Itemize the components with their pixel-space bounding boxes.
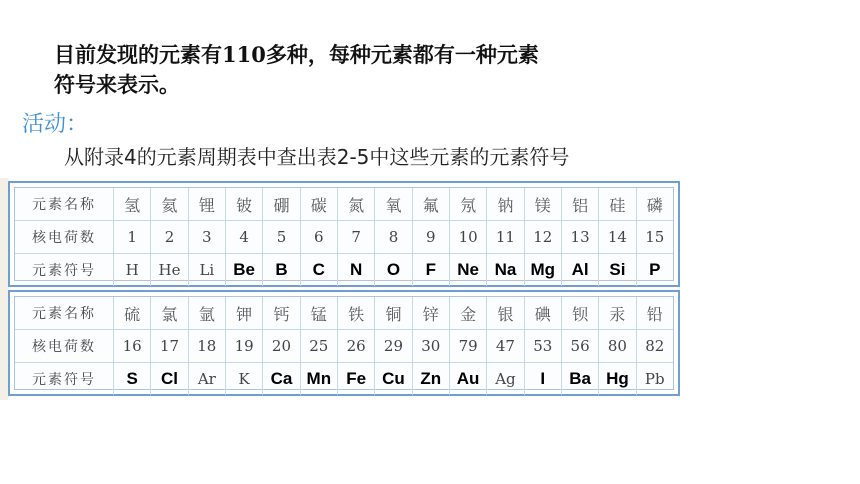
atomic-number-cell: 10 bbox=[450, 221, 487, 253]
element-name-cell: 钠 bbox=[487, 188, 524, 220]
atomic-number-cell: 15 bbox=[645, 228, 665, 246]
element-symbol-cell: Ba bbox=[562, 363, 599, 395]
element-symbol-cell: S bbox=[114, 363, 151, 395]
atomic-number-row bbox=[15, 330, 673, 363]
atomic-number-cell: 18 bbox=[189, 330, 226, 362]
atomic-number-cell: 2 bbox=[151, 221, 188, 253]
element-symbol-cell: Ag bbox=[487, 363, 524, 395]
element-table-1 bbox=[8, 181, 680, 287]
atomic-number-cell: 7 bbox=[338, 221, 375, 253]
atomic-number-cell: 80 bbox=[599, 330, 636, 362]
atomic-number-cell: 4 bbox=[226, 221, 263, 253]
element-name-cell: 铜 bbox=[375, 297, 412, 329]
element-name-cell: 硅 bbox=[599, 188, 636, 220]
element-name-cell: 银 bbox=[487, 297, 524, 329]
intro-line-1: 目前发现的元素有110多种，每种元素都有一种元素 bbox=[54, 42, 539, 67]
element-symbol-cell: C bbox=[301, 254, 338, 286]
element-table-2 bbox=[8, 290, 680, 396]
element-name-cell: 氦 bbox=[151, 188, 188, 220]
element-symbol-cell: B bbox=[263, 254, 300, 286]
element-name-cell: 铍 bbox=[226, 188, 263, 220]
row-label: 元素符号 bbox=[15, 363, 114, 395]
element-name-cell: 氢 bbox=[114, 188, 151, 220]
element-symbol-cell: Na bbox=[487, 254, 524, 286]
atomic-number-cell: 19 bbox=[226, 330, 263, 362]
row-label: 元素名称 bbox=[15, 188, 114, 220]
element-name-cell: 铝 bbox=[562, 188, 599, 220]
row-label: 核电荷数 bbox=[15, 330, 114, 362]
atomic-number-cell: 26 bbox=[338, 330, 375, 362]
row-label: 元素符号 bbox=[15, 254, 114, 286]
atomic-number-cell: 12 bbox=[525, 221, 562, 253]
element-name-cell: 氖 bbox=[450, 188, 487, 220]
intro-line-2: 符号来表示。 bbox=[54, 72, 180, 97]
element-name-cell: 金 bbox=[450, 297, 487, 329]
element-name-cell: 磷 bbox=[646, 195, 663, 215]
element-name-row bbox=[15, 297, 673, 330]
atomic-number-cell: 17 bbox=[151, 330, 188, 362]
atomic-number-cell: 53 bbox=[525, 330, 562, 362]
element-symbol-cell: Al bbox=[562, 254, 599, 286]
element-symbol-cell: H bbox=[114, 254, 151, 286]
element-symbol-cell: Pb bbox=[644, 370, 665, 388]
element-name-cell: 钾 bbox=[226, 297, 263, 329]
row-label: 核电荷数 bbox=[15, 221, 114, 253]
element-symbol-cell: Cl bbox=[151, 363, 188, 395]
element-name-cell: 锌 bbox=[413, 297, 450, 329]
element-name-cell: 碳 bbox=[301, 188, 338, 220]
element-symbol-cell: K bbox=[226, 363, 263, 395]
atomic-number-cell: 11 bbox=[487, 221, 524, 253]
element-name-cell: 钡 bbox=[562, 297, 599, 329]
atomic-number-row bbox=[15, 221, 673, 254]
atomic-number-cell: 6 bbox=[301, 221, 338, 253]
activity-instruction: 从附录4的元素周期表中查出表2-5中这些元素的元素符号 bbox=[64, 145, 570, 169]
element-name-row bbox=[15, 188, 673, 221]
element-name-cell: 铁 bbox=[338, 297, 375, 329]
element-name-cell: 碘 bbox=[525, 297, 562, 329]
activity-title: 活动： bbox=[22, 112, 89, 137]
decorative-strip bbox=[0, 178, 8, 400]
element-symbol-cell: Cu bbox=[375, 363, 412, 395]
element-symbol-cell: O bbox=[375, 254, 412, 286]
element-symbol-cell: Ar bbox=[189, 363, 226, 395]
element-symbol-row bbox=[15, 254, 673, 286]
element-name-cell: 钙 bbox=[263, 297, 300, 329]
element-symbol-cell: P bbox=[649, 260, 661, 279]
element-symbol-cell: Hg bbox=[599, 363, 636, 395]
element-name-cell: 氧 bbox=[375, 188, 412, 220]
element-name-cell: 锂 bbox=[189, 188, 226, 220]
element-symbol-cell: I bbox=[525, 363, 562, 395]
element-symbol-cell: Zn bbox=[413, 363, 450, 395]
element-symbol-cell: Mg bbox=[525, 254, 562, 286]
intro-text bbox=[54, 40, 654, 100]
element-name-cell: 镁 bbox=[525, 188, 562, 220]
element-symbol-cell: Li bbox=[189, 254, 226, 286]
element-symbol-cell: Ne bbox=[450, 254, 487, 286]
atomic-number-cell: 56 bbox=[562, 330, 599, 362]
element-symbol-cell: Ca bbox=[263, 363, 300, 395]
atomic-number-cell: 14 bbox=[599, 221, 636, 253]
element-name-cell: 氟 bbox=[413, 188, 450, 220]
element-symbol-cell: Be bbox=[226, 254, 263, 286]
atomic-number-cell: 9 bbox=[413, 221, 450, 253]
element-name-cell: 硼 bbox=[263, 188, 300, 220]
element-symbol-row bbox=[15, 363, 673, 395]
atomic-number-cell: 82 bbox=[645, 337, 665, 355]
element-symbol-cell: He bbox=[151, 254, 188, 286]
element-symbol-cell: Fe bbox=[338, 363, 375, 395]
element-symbol-cell: Si bbox=[599, 254, 636, 286]
atomic-number-cell: 5 bbox=[263, 221, 300, 253]
element-name-cell: 氯 bbox=[151, 297, 188, 329]
element-symbol-cell: Au bbox=[450, 363, 487, 395]
atomic-number-cell: 47 bbox=[487, 330, 524, 362]
element-name-cell: 氮 bbox=[338, 188, 375, 220]
element-name-cell: 锰 bbox=[301, 297, 338, 329]
atomic-number-cell: 29 bbox=[375, 330, 412, 362]
atomic-number-cell: 25 bbox=[301, 330, 338, 362]
element-name-cell: 氩 bbox=[189, 297, 226, 329]
atomic-number-cell: 8 bbox=[375, 221, 412, 253]
element-symbol-cell: F bbox=[413, 254, 450, 286]
atomic-number-cell: 79 bbox=[450, 330, 487, 362]
atomic-number-cell: 1 bbox=[114, 221, 151, 253]
atomic-number-cell: 13 bbox=[562, 221, 599, 253]
element-name-cell: 硫 bbox=[114, 297, 151, 329]
atomic-number-cell: 3 bbox=[189, 221, 226, 253]
element-symbol-cell: N bbox=[338, 254, 375, 286]
atomic-number-cell: 20 bbox=[263, 330, 300, 362]
atomic-number-cell: 30 bbox=[413, 330, 450, 362]
element-name-cell: 铅 bbox=[646, 304, 663, 324]
element-symbol-cell: Mn bbox=[301, 363, 338, 395]
element-name-cell: 汞 bbox=[599, 297, 636, 329]
atomic-number-cell: 16 bbox=[114, 330, 151, 362]
row-label: 元素名称 bbox=[15, 297, 114, 329]
